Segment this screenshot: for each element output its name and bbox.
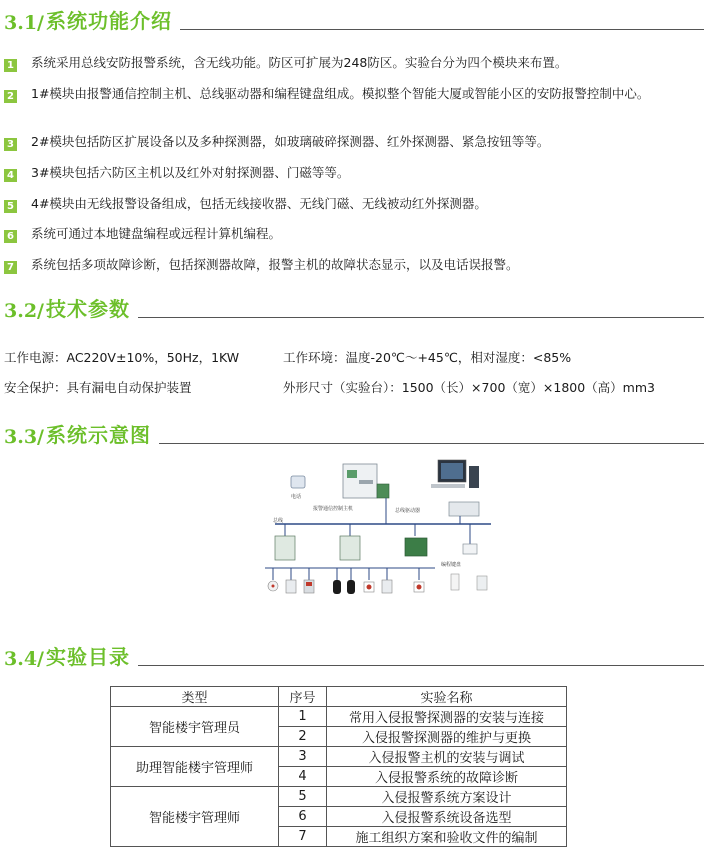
section-title: 系统示意图 (46, 423, 151, 447)
number-cell: 5 (279, 787, 327, 807)
feature-text: 系统包括多项故障诊断，包括探测器故障，报警主机的故障状态显示，以及电话误报警。 (31, 257, 519, 272)
alarm-host-label: 报警通信控制主机 (313, 506, 354, 512)
section-title: 系统功能介绍 (46, 9, 172, 33)
name-cell: 常用入侵报警探测器的安装与连接 (327, 707, 567, 727)
table-row (111, 787, 567, 807)
section-number: 3.4/ (4, 648, 44, 670)
number-badge: 6 (4, 230, 17, 243)
name-cell: 入侵报警主机的安装与调试 (327, 747, 567, 767)
computer-icon (431, 460, 479, 488)
feature-text: 1#模块由报警通信控制主机、总线驱动器和编程键盘组成。模拟整个智能大厦或智能小区的安防报警控制中心。 (31, 86, 650, 101)
table-header-row (111, 687, 567, 707)
type-cell: 智能楼宇管理师 (111, 787, 279, 847)
feature-text: 3#模块包括六防区主机以及红外对射探测器、门磁等等。 (31, 165, 350, 180)
bus-driver-label: 总线驱动器 (395, 508, 421, 514)
section-header-experiments (4, 640, 704, 670)
feature-item (4, 163, 708, 183)
feature-text: 系统可通过本地键盘编程或远程计算机编程。 (31, 226, 282, 241)
feature-item (4, 194, 708, 214)
section-header-params (4, 292, 704, 322)
table-row (111, 707, 567, 727)
number-cell: 4 (279, 767, 327, 787)
type-cell: 智能楼宇管理员 (111, 707, 279, 747)
number-cell: 6 (279, 807, 327, 827)
alarm-host-icon (343, 464, 377, 498)
section-title: 技术参数 (46, 297, 130, 321)
feature-item (4, 255, 708, 275)
section-header-functions (4, 4, 704, 34)
number-cell: 1 (279, 707, 327, 727)
param-size: 外形尺寸（实验台）：1500（长）×700（宽）×1800（高）mm3 (283, 380, 655, 395)
section-rule (159, 443, 704, 444)
section-number: 3.1/ (4, 12, 44, 34)
bus-label: 总线 (273, 518, 284, 524)
section-rule (138, 665, 704, 666)
name-cell: 施工组织方案和验收文件的编制 (327, 827, 567, 847)
section-rule (138, 317, 704, 318)
phone-label: 电话 (291, 494, 302, 500)
table-row (111, 747, 567, 767)
feature-item (4, 84, 708, 104)
param-power: 工作电源：AC220V±10%，50Hz，1KW (4, 350, 240, 365)
feature-item (4, 224, 708, 244)
phone-icon (291, 476, 305, 488)
feature-text: 2#模块包括防区扩展设备以及多种探测器，如玻璃破碎探测器、红外探测器、紧急按钮等等。 (31, 134, 550, 149)
feature-text: 4#模块由无线报警设备组成，包括无线接收器、无线门磁、无线被动红外探测器。 (31, 196, 487, 211)
feature-text: 系统采用总线安防报警系统，含无线功能。防区可扩展为248防区。实验台分为四个模块来布置。 (31, 55, 568, 70)
name-cell: 入侵报警系统设备选型 (327, 807, 567, 827)
header-number: 序号 (279, 687, 327, 707)
system-diagram-svg (255, 458, 505, 618)
number-badge: 7 (4, 261, 17, 274)
number-cell: 7 (279, 827, 327, 847)
number-cell: 3 (279, 747, 327, 767)
section-rule (180, 29, 704, 30)
module-panel (275, 524, 295, 560)
param-environment: 工作环境：温度-20℃～+45℃，相对湿度：<85% (283, 350, 572, 365)
feature-item (4, 132, 708, 152)
system-diagram (255, 458, 505, 618)
name-cell: 入侵报警系统方案设计 (327, 787, 567, 807)
section-number: 3.3/ (4, 426, 44, 448)
param-safety: 安全保护：具有漏电自动保护装置 (4, 380, 192, 395)
keypad-icon (377, 484, 389, 498)
feature-item (4, 53, 708, 73)
section-header-diagram (4, 418, 704, 448)
header-name: 实验名称 (327, 687, 567, 707)
detector-icons (268, 568, 487, 594)
number-badge: 3 (4, 138, 17, 151)
bus-driver-icon (449, 502, 479, 516)
name-cell: 入侵报警系统的故障诊断 (327, 767, 567, 787)
header-type: 类型 (111, 687, 279, 707)
number-badge: 5 (4, 200, 17, 213)
module-panel (405, 524, 427, 556)
module-panel (340, 524, 360, 560)
section-title: 实验目录 (46, 645, 130, 669)
number-badge: 4 (4, 169, 17, 182)
number-badge: 1 (4, 59, 17, 72)
keypad-label: 编程键盘 (441, 562, 462, 568)
type-cell: 助理智能楼宇管理师 (111, 747, 279, 787)
wireless-receiver-icon (463, 524, 477, 554)
number-cell: 2 (279, 727, 327, 747)
name-cell: 入侵报警探测器的维护与更换 (327, 727, 567, 747)
section-number: 3.2/ (4, 300, 44, 322)
experiment-table (110, 686, 567, 847)
number-badge: 2 (4, 90, 17, 103)
